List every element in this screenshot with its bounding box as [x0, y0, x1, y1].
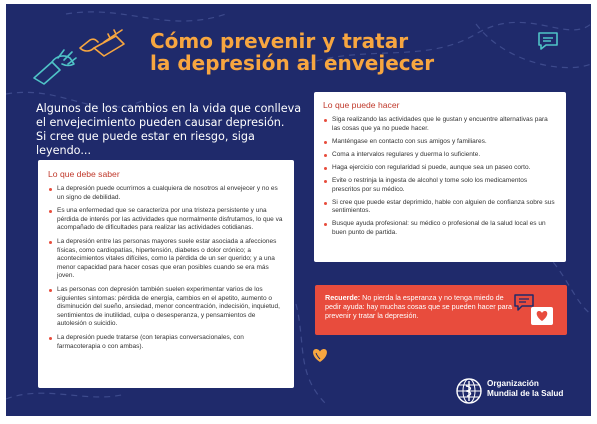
organization-name [487, 379, 587, 399]
what-to-know-card [38, 160, 294, 388]
list-item: Coma a intervalos regulares y duerma lo suficiente. [323, 151, 557, 160]
what-you-can-do-heading: Lo que puede hacer [323, 100, 400, 110]
intro-line-3: Si cree que puede estar en riesgo, siga leyendo... [36, 130, 255, 157]
remember-label: Recuerde: [325, 293, 361, 302]
list-item: Manténgase en contacto con sus amigos y familiares. [323, 138, 557, 147]
title-line-1: Cómo prevenir y tratar [150, 29, 409, 53]
organization-name-line-2: Mundial de la Salud [487, 389, 564, 398]
intro-text [36, 102, 311, 158]
poster-title [150, 30, 450, 74]
intro-line-1: Algunos de los cambios en la vida que conlleva [36, 102, 302, 115]
list-item: Si cree que puede estar deprimido, hable con alguien de confianza sobre sus sentimientos. [323, 199, 557, 216]
infographic-poster [6, 4, 591, 416]
title-line-2: la depresión al envejecer [150, 51, 435, 75]
what-to-know-list [48, 185, 284, 351]
what-you-can-do-list [323, 116, 557, 238]
what-to-know-heading: Lo que debe saber [48, 169, 120, 179]
list-item: Es una enfermedad que se caracteriza por una tristeza persistente y una pérdida de interés por las actividades que normalmente disfrutamos, lo que va acompañado de dificultades para realizar las actividades cotidianas. [48, 207, 284, 233]
list-item: Siga realizando las actividades que le gustan y encuentre alternativas para las cosas que ya no puede hacer. [323, 116, 557, 133]
list-item: Evite o restrinja la ingesta de alcohol y tome solo los medicamentos prescritos por su médico. [323, 177, 557, 194]
who-logo [454, 374, 586, 408]
list-item: La depresión entre las personas mayores suele estar asociada a afecciones físicas, como cardiopatías, hipertensión, diabetes o dolor crónico; a acontecimientos vitales difíciles, como la pérdida de un ser querido; y a una menor capacidad para hacer cosas que eran posibles cuando se era más joven. [48, 238, 284, 281]
remember-box [315, 285, 567, 335]
list-item: Haga ejercicio con regularidad si puede, aunque sea un paseo corto. [323, 164, 557, 173]
remember-text [325, 293, 515, 321]
heart-card-icon [529, 305, 555, 329]
remember-message: No pierda la esperanza y no tenga miedo de pedir ayuda: hay muchas cosas que se pueden hacer para prevenir y tratar la depresión. [325, 293, 512, 321]
what-you-can-do-card [314, 92, 566, 262]
organization-name-line-1: Organización [487, 379, 539, 388]
heart-icon [310, 346, 330, 364]
hands-icon [24, 18, 136, 88]
list-item: Busque ayuda profesional: su médico o profesional de la salud local es un buen punto de partida. [323, 220, 557, 237]
intro-line-2: el envejecimiento pueden causar depresión. [36, 116, 285, 129]
list-item: La depresión puede tratarse (con terapias conversacionales, con farmacoterapia o con ambas). [48, 334, 284, 351]
chat-bubble-icon [536, 30, 560, 52]
list-item: La depresión puede ocurrirnos a cualquiera de nosotros al envejecer y no es un signo de debilidad. [48, 185, 284, 202]
who-emblem-icon [454, 376, 484, 406]
list-item: Las personas con depresión también suelen experimentar varios de los siguientes síntomas: pérdida de energía, cambios en el apetito, aumento o disminución del sueño, ansiedad, menor concentración, indecisión, inquietud, sentimientos de inutilidad, culpa o desesperanza, y pensamientos de autolesión o suicidio. [48, 286, 284, 329]
